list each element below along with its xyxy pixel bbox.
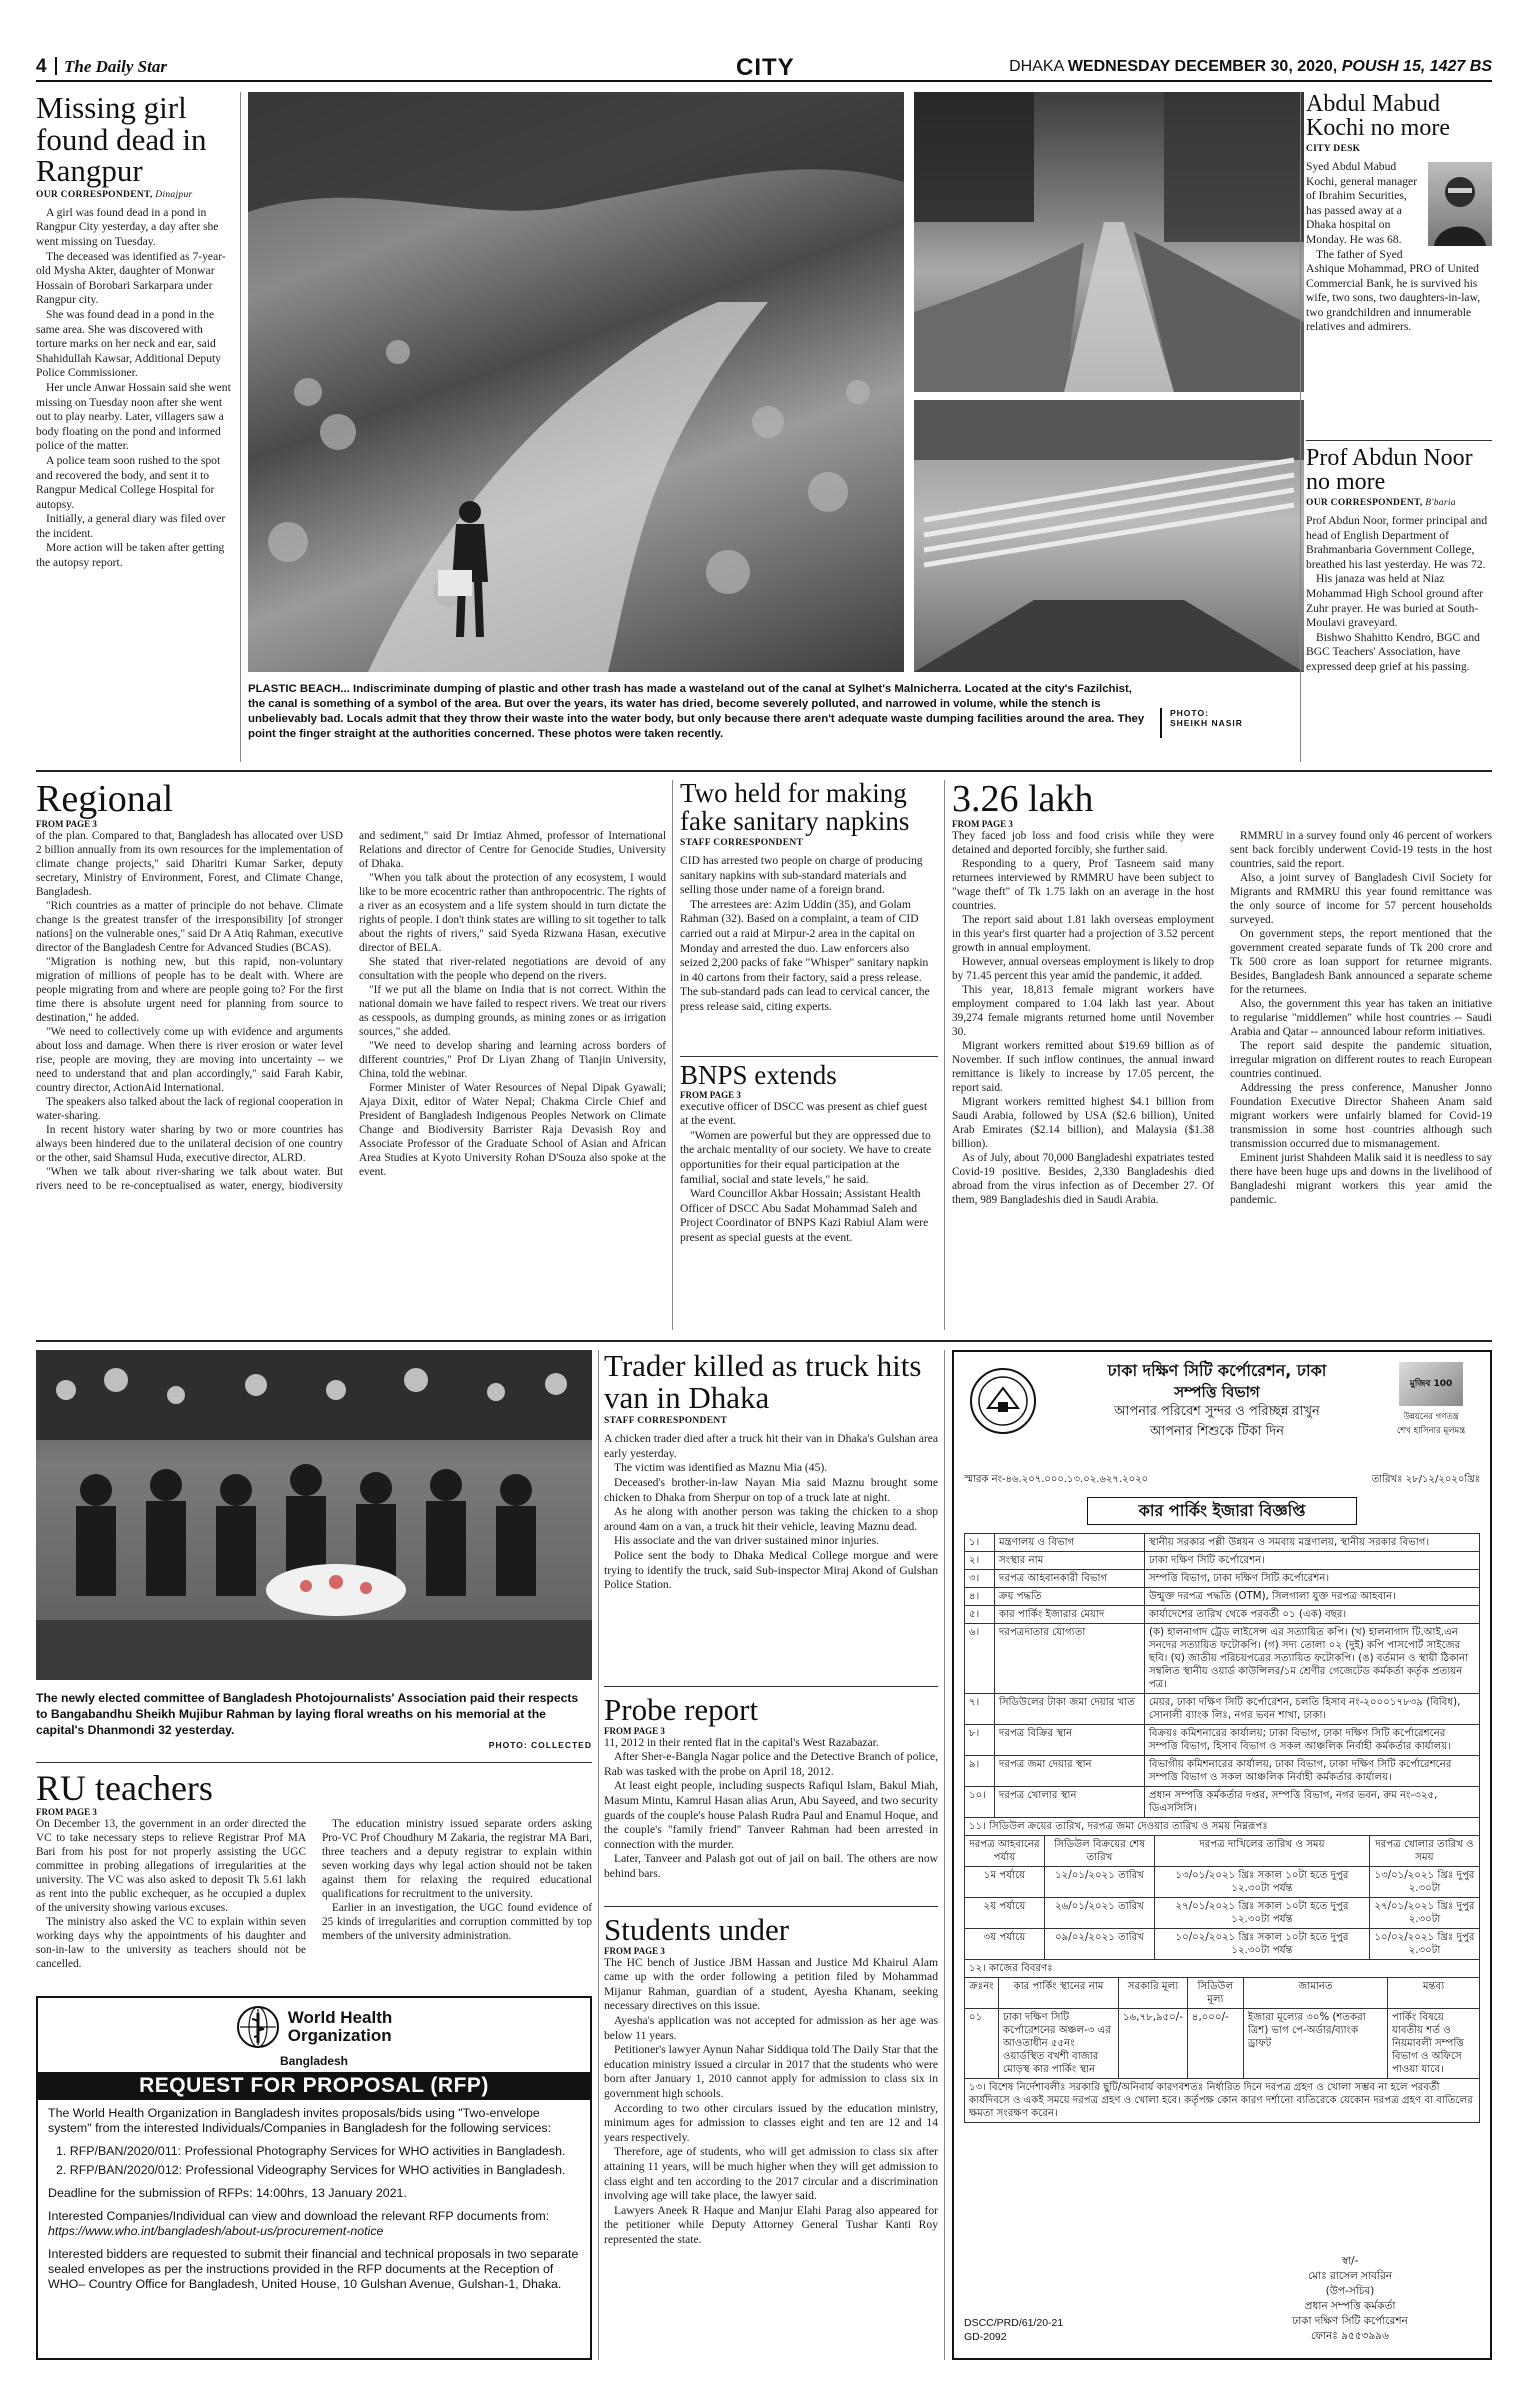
article-students-under (604, 1914, 938, 2360)
cell: ১ম পর্যায়ে (965, 1867, 1045, 1898)
cell-value: ঢাকা দক্ষিণ সিটি কর্পোরেশন। (1145, 1552, 1480, 1570)
section-rule (36, 1762, 592, 1763)
sign-name: মোঃ রাসেল সাবরিন (1307, 2270, 1393, 2282)
portrait-icon (1428, 162, 1492, 246)
who-emblem-icon (236, 2005, 280, 2049)
table-row (965, 1694, 1480, 1725)
cell-key: দরপত্র আহবানকারী বিভাগ (995, 1570, 1145, 1588)
cell-value: কার্যাদেশের তারিখ থেকে পরবর্তী ০১ (এক) বছর। (1145, 1606, 1480, 1624)
article-body (604, 1956, 938, 2248)
dateline (1009, 58, 1492, 76)
cell-no: ১০। (965, 1787, 995, 1818)
paragraph: Migrant workers remitted highest $4.1 billion from Saudi Arabia, followed by USA ($2.6 billion), United Arab Emirates ($2.14 billion), and Malaysia ($1.38 billion). (952, 1095, 1214, 1150)
paragraph: The report said despite the pandemic situation, irregular migration on different routes to reach European countries continued. (1230, 1039, 1492, 1080)
cell: ০৯/০২/২০২১ তারিখ (1045, 1929, 1155, 1960)
column-header: কার পার্কিং স্থানের নাম (999, 1978, 1119, 2009)
paragraph: Prof Abdun Noor, former principal and head of English Department of Brahmanbaria Government College, breathed his last yesterday. He was 72. (1306, 513, 1488, 571)
signature-block (1250, 2254, 1450, 2344)
cell-value: উন্মুক্ত দরপত্র পদ্ধতি (OTM), সিলগালা যুক্ত দরপত্র আহবান। (1145, 1588, 1480, 1606)
who-rfp-ad (36, 1996, 592, 2360)
paper-name: The Daily Star (64, 57, 167, 76)
paragraph: Also, the government this year has taken an initiative to regularise "middlemen" while host countries -- Saudi Arabia and Qatar -- announced labour reform initiatives. (1230, 997, 1492, 1038)
headline: 3.26 lakh (952, 780, 1094, 820)
cell: ২৭/০১/২০২১ খ্রিঃ দুপুর ২.৩০টা (1370, 1898, 1480, 1929)
paragraph: Later, Tanveer and Palash got out of jail on bail. The others are now behind bars. (604, 1852, 938, 1880)
table-row (965, 1534, 1480, 1552)
table-row (965, 1552, 1480, 1570)
cell: ১২/০১/২০২১ তারিখ (1045, 1867, 1155, 1898)
paragraph: Earlier in an investigation, the UGC found evidence of 25 kinds of irregularities and corruption committed by top members of the university administration. (322, 1901, 592, 1942)
paragraph: "When we talk about river-sharing we talk about water. But rivers need to be re-conceptualised as water, energy, biodiversity and sediment," said Dr Imtiaz Ahmed, professor of International Relations and director of Centre for Genocide Studies, University of Dhaka. (36, 829, 666, 1192)
article-napkins (680, 780, 938, 1050)
work-table (964, 1977, 1480, 2123)
dscc-header (964, 1360, 1480, 1470)
table-row (965, 1929, 1480, 1960)
table-header-row (965, 1978, 1480, 2009)
paragraph: Addressing the press conference, Manusher Jonno Foundation Executive Director Shaheen Anam said migrant workers were unfairly blamed for Covid-19 transmission in some host countries although such transmission occurred due to mismanagement. (1230, 1081, 1492, 1150)
paragraph: The victim was identified as Maznu Mia (45). (614, 1461, 828, 1475)
dscc-tender-notice (952, 1350, 1492, 2360)
byline: CITY DESK (1306, 143, 1361, 154)
cell-value: সম্পত্তি বিভাগ, ঢাকা দক্ষিণ সিটি কর্পোরেশন। (1145, 1570, 1480, 1588)
row-12: ১২। কাজের বিবরণঃ (965, 1960, 1480, 1978)
paragraph: On December 13, the government in an order directed the VC to take necessary steps to relieve Registrar Prof MA Bari from his post for not properly assisting the UGC committee in probing allegations of irregularities at the university. The VC was also asked to deposit Tk 5.61 lakh as rent into the public exchequer, as he occupied a duplex of the university showing various excuses. (36, 1817, 306, 1914)
article-body (604, 1432, 938, 1593)
rfp-closing: Interested bidders are requested to submit their financial and technical proposals in two separate sealed envelopes as per the instructions provided in the RFP documents at the Reception of WHO– Country Office for Bangladesh, United House, 10 Gulshan Avenue, Gulshan-1, Dhaka. (48, 2247, 579, 2291)
table-row (965, 1756, 1480, 1787)
cell-key: ক্রয় পদ্ধতি (995, 1588, 1145, 1606)
rfp-item: 1. RFP/BAN/2020/011: Professional Photography Services for WHO activities in Bangladesh. (56, 2144, 566, 2158)
column-header: সরকারি মূল্য (1119, 1978, 1188, 2009)
cell: ১০/০২/২০২১ খ্রিঃ দুপুর ২.৩০টা (1370, 1929, 1480, 1960)
row-13: ১৩। বিশেষ নির্দেশাবলীঃ সরকারি ছুটি/অনিবার্য কারণবশতঃ নির্ধারিত দিনে দরপত্র গ্রহণ ও খোলা সম্ভব না হলে পরবর্তী কার্যদিবসে ও একই সময়ে দরপত্র গ্রহণ ও খোলা হবে। কর্তৃপক্ষ কোন কারণ দর্শানো ব্যতিরেকে যেকোন দরপত্র গ্রহণ বা বাতিলের ক্ষমতা সংরক্ষণ করেন। (965, 2079, 1480, 2123)
headline: Two held for making fake sanitary napkins (680, 780, 910, 836)
who-header (38, 1998, 590, 2050)
cell-value: স্থানীয় সরকার পল্লী উন্নয়ন ও সমবায় মন্ত্রণালয়, স্থানীয় সরকার বিভাগ। (1145, 1534, 1480, 1552)
cell: পার্কিং বিষয়ে যাবতীয় শর্ত ও নিয়মাবলী সম্পত্তি বিভাগ ও অফিসে পাওয়া যাবে। (1388, 2009, 1480, 2079)
headline: BNPS extends (680, 1062, 837, 1090)
article-body (952, 829, 1492, 1309)
canal-illustration (914, 92, 1304, 392)
column-header: ক্রঃনং (965, 1978, 999, 2009)
paragraph: Bishwo Shahitto Kendro, BGC and BGC Teachers' Association, have expressed deep grief at his passing. (1306, 630, 1480, 673)
headline: Regional (36, 780, 174, 820)
paragraph: The father of Syed Ashique Mohammad, PRO of United Commercial Bank, he is survived his wife, two sons, two daughters-in-law, two grandchildren and innumerable relatives and admirers. (1306, 247, 1481, 334)
column-header: সিডিউল মূল্য (1187, 1978, 1243, 2009)
rfp-download: Interested Companies/Individual can view and download the relevant RFP documents from: (48, 2209, 550, 2223)
jump-from: FROM PAGE 3 (604, 1945, 665, 1956)
section-rule (680, 1056, 938, 1057)
paragraph: Ward Councillor Akbar Hossain; Assistant Health Officer of DSCC Abu Sadat Mohammad Saleh and Project Coordinator of BNPS Kazi Rabiul Alam were present as special guests at the event. (680, 1187, 929, 1244)
paragraph: She was found dead in a pond in the same area. She was discovered with torture marks on her neck and ear, said Shahidullah Kawsar, Additional Deputy Police Commissioner. (36, 307, 222, 380)
table-header-row (965, 1836, 1480, 1867)
mujib100-badge: মুজিব 100 (1399, 1362, 1463, 1406)
paragraph: However, annual overseas employment is likely to drop by 71.45 percent this year amid the pandemic, it added. (952, 955, 1214, 982)
caption-text: PLASTIC BEACH... Indiscriminate dumping of plastic and other trash has made a wasteland out of the canal at Sylhet's Malnicherra. Located at the city's Fazilchist, the canal is something of a symbol of the area. But over the years, its water has dried, become severely polluted, and narrowed in volume, while the stench is unbelievably bad. Locals admit that they throw their waste into the water body, but only because there aren't adequate waste dumping facilities around the area. They point the finger straight at the authorities concerned. These photos were taken recently. (248, 683, 1145, 740)
paragraph: Therefore, age of students, who will get admission to class six after attaining 11 years, will be much higher when they will get admission to class eight and ten according to the 2017 circular and a discrimination involving age will take place, the lawyer said. (604, 2145, 938, 2203)
headline: Probe report (604, 1694, 759, 1727)
article-body (680, 1100, 938, 1246)
article-regional (36, 780, 666, 1330)
cell: ঢাকা দক্ষিণ সিটি কর্পোরেশনের অঞ্চল-৩ এর আওতাধীন ৫৫নং ওয়ার্ডস্থিত বখশী বাজার মোড়স্থ কার পার্কিং স্থান (999, 2009, 1119, 2079)
dateline-city: DHAKA (1009, 58, 1064, 75)
cell-no: ৮। (965, 1725, 995, 1756)
paragraph: A police team soon rushed to the spot and recovered the body, and sent it to Rangpur Medical College Hospital for autopsy. (36, 453, 221, 511)
canal-illustration (248, 92, 904, 672)
paragraph: of the plan. Compared to that, Bangladesh has allocated over USD 2 billion annually from its own resources for the implementation of climate change projects," said Dharitri Kumar Sarker, deputy secretary, Ministry of Environment, Forest, and Climate Change, Bangladesh. (36, 829, 343, 898)
credit-name: SHEIKH NASIR (1170, 718, 1243, 728)
byline (36, 190, 234, 200)
section-rule (604, 1686, 938, 1687)
cell-key: মন্ত্রণালয় ও বিভাগ (995, 1534, 1145, 1552)
paragraph: As of July, about 70,000 Bangladeshi expatriates tested Covid-19 positive. Besides, 2,330 Bangladeshis died abroad from the virus infection as of December 27. Of them, 989 Bangladeshis died in Saudi Arabia. (952, 1151, 1214, 1206)
notice-table (964, 1533, 1480, 1836)
column-header: দরপত্র দাখিলের তারিখ ও সময় (1155, 1836, 1370, 1867)
paragraph: After Sher-e-Bangla Nagar police and the Detective Branch of police, Rab was tasked with the probe on April 18, 2012. (604, 1750, 938, 1778)
headline: Missing girl found dead in Rangpur (36, 92, 207, 189)
section-rule (1306, 440, 1492, 441)
paragraph: The ministry also asked the VC to explain within seven working days why the appointments of his daughter and son-in-law to the university as teachers should not be cancelled. (36, 1915, 306, 1970)
paragraph: The speakers also talked about the lack of regional cooperation in water-sharing. (36, 1095, 343, 1122)
cell-key: দরপত্রদাতার যোগ্যতা (995, 1624, 1145, 1694)
headline: RU teachers (36, 1770, 213, 1808)
headline: Prof Abdun Noor no more (1306, 446, 1473, 496)
notice-code2: GD-2092 (964, 2331, 1007, 2343)
paragraph: Petitioner's lawyer Aynun Nahar Siddiqua told The Daily Star that the education ministry issued a circular in 2017 that the students who were born after January 1, 2010 cannot apply for admission to class six in government high schools. (604, 2043, 938, 2100)
article-body (36, 206, 234, 571)
who-name-line1: World Health (287, 2008, 393, 2027)
table-row (965, 1606, 1480, 1624)
section-rule (604, 1906, 938, 1907)
rfp-banner: REQUEST FOR PROPOSAL (RFP) (38, 2072, 590, 2100)
dscc-title (1054, 1360, 1380, 1442)
photo-credit (1160, 708, 1296, 738)
mujib100-logo (1384, 1362, 1478, 1438)
cell-no: ৬। (965, 1624, 995, 1694)
table-row (965, 1867, 1480, 1898)
byline-name: OUR CORRESPONDENT, (36, 189, 153, 200)
paragraph: Migrant workers remitted about $19.69 billion as of November. If such inflow continues, the annual inward remittance is likely to increase by 17.05 percent, the report said. (952, 1039, 1214, 1094)
paragraph: RMMRU in a survey found only 46 percent of workers sent back forcibly underwent Covid-19 tests in the host countries, said the report. (1230, 829, 1492, 870)
bpja-credit: PHOTO: COLLECTED (488, 1740, 592, 1750)
cell-key: দরপত্র জমা দেয়ার স্থান (995, 1756, 1145, 1787)
paragraph: executive officer of DSCC was present as chief guest at the event. (680, 1099, 928, 1128)
sign-grade: (উপ-সচিব) (1325, 2285, 1375, 2297)
paragraph: A girl was found dead in a pond in Rangpur City yesterday, a day after she went missing on Tuesday. (36, 205, 219, 249)
memo-date: তারিখঃ ২৮/১২/২০২০খ্রিঃ (1371, 1474, 1480, 1485)
paragraph: "When you talk about the protection of any ecosystem, I would like to be more ecocentric rather than anthropocentric. The rights of a river as an ecosystem and a life system should in turn dictate the rights of people. I don't think states are willing to sit together to talk about the rights of rivers," said Syeda Rizwana Hasan, executive director of BELA. (359, 871, 666, 954)
cell-value: প্রধান সম্পত্তি কর্মকর্তার দপ্তর, সম্পত্তি বিভাগ, নগর ভবন, রুম নং-৩২৫, ডিএসসিসি। (1145, 1787, 1480, 1818)
cell: ০১ (965, 2009, 999, 2079)
section-rule (36, 1340, 1492, 1342)
paragraph: She stated that river-related negotiations are devoid of any consultation with the people who depend on the rivers. (359, 955, 666, 982)
paragraph: Her uncle Anwar Hossain said she went missing on Tuesday noon after she went out to play nearby. Later, villagers saw a body floating on the pond and informed police of the matter. (36, 380, 231, 453)
section-title: CITY (736, 54, 795, 80)
paragraph: His janaza was held at Niaz Mohammad High School ground after Zuhr prayer. He was buried at South-Moulavi graveyard. (1306, 572, 1484, 630)
credit-label: PHOTO: (1170, 708, 1209, 718)
paragraph: At least eight people, including suspects Rafiqul Islam, Bakul Miah, Masum Mintu, Kamrul Hasan alias Arun, Abu Sayeed, and two security guards of the couple's house Palash Rudra Paul and Enamul Hoque, and the couple's "family friend" Tanveer Rahman had been arrested in connection with the murder. (604, 1779, 938, 1851)
headline: Trader killed as truck hits van in Dhaka (604, 1350, 922, 1415)
cell: ৩য় পর্যায়ে (965, 1929, 1045, 1960)
article-probe-report (604, 1694, 938, 1898)
masthead-rule (36, 80, 1492, 82)
cell-key: দরপত্র বিক্রির স্থান (995, 1725, 1145, 1756)
cell: ১৩/০১/২০২১ খ্রিঃ দুপুর ২.৩০টা (1370, 1867, 1480, 1898)
who-name (288, 2009, 393, 2045)
notice-title: কার পার্কিং ইজারা বিজ্ঞপ্তি (1087, 1497, 1357, 1525)
article-body (36, 1817, 592, 1977)
cell-value: মেয়র, ঢাকা দক্ষিণ সিটি কর্পোরেশন, চলতি হিসাব নং-২০০০১৭৮৩৯ (বিবিধ), সোনালী ব্যাংক লিঃ, নগর ভবন শাখা, ঢাকা। (1145, 1694, 1480, 1725)
paragraph: In recent history water sharing by two or more countries has always been hindered due to the unilateral decision of one country or the other, said Shamsul Huda, executive director, ALRD. (36, 1123, 343, 1164)
bpja-photo (36, 1350, 592, 1680)
column-rule (672, 780, 673, 1330)
sign-label: স্বা/- (1341, 2255, 1359, 2267)
schedule-table (964, 1835, 1480, 1978)
page-number: 4 (36, 56, 47, 77)
paragraph: This year, 18,813 female migrant workers have employment compared to 1.04 lakh last year. About 39,274 female migrants returned home until November 30. (952, 983, 1214, 1038)
cell-key: দরপত্র খোলার স্থান (995, 1787, 1145, 1818)
cell: ৪,০০০/- (1187, 2009, 1243, 2079)
sign-phone: ফোনঃ ৯৫৫৩৯৯৬ (1311, 2330, 1389, 2342)
cell-no: ৩। (965, 1570, 995, 1588)
group-photo-illustration (36, 1350, 592, 1680)
paragraph: Eminent jurist Shahdeen Malik said it is needless to say there have been huge ups and downs in the livelihood of Bangladeshi migrant workers this year amid the pandemic. (1230, 1151, 1492, 1206)
cell: ১০/০২/২০২১ খ্রিঃ সকাল ১০টা হতে দুপুর ১২.৩০টা পর্যন্ত (1155, 1929, 1370, 1960)
paragraph: Lawyers Aneek R Haque and Manjur Elahi Parag also appeared for the petitioner while Deputy Attorney General Tushar Kanti Roy represented the state. (604, 2203, 938, 2246)
cell-value: বিভাগীয় কমিশনারের কার্যালয়, ঢাকা বিভাগ, ঢাকা দক্ষিণ সিটি কর্পোরেশনের সম্পত্তি বিভাগ ও সকল আঞ্চলিক নির্বাহী কর্মকর্তার কার্যালয়। (1145, 1756, 1480, 1787)
byline-location: Dinajpur (155, 189, 193, 200)
cell: ২য় পর্যায়ে (965, 1898, 1045, 1929)
cell-no: ২। (965, 1552, 995, 1570)
dscc-title-line2: সম্পত্তি বিভাগ (1174, 1383, 1260, 1401)
paragraph: More action will be taken after getting the autopsy report. (36, 541, 225, 570)
column-rule (944, 780, 945, 1330)
paragraph: Police sent the body to Dhaka Medical College morgue and were trying to identify the truck, said Sub-inspector Miraj Akond of Gulshan Police Station. (604, 1548, 938, 1592)
headline: Abdul Mabud Kochi no more (1306, 92, 1450, 142)
cell: ১৬,৭৮,৯৫০/- (1119, 2009, 1188, 2079)
paragraph: According to two other circulars issued by the education ministry, minimum ages for admission to classes eight and ten are 12 and 14 years respectively. (604, 2101, 938, 2144)
paragraph: Former Minister of Water Resources of Nepal Dipak Gyawali; Ajaya Dixit, editor of Water Nepal; Chakma Circle Chief and President of Bangladesh Indigenous Peoples Network on Climate Change and Biodiversity Barrister Raja Devasish Roy and Associate Professor of the Graduate School of Asian and African Area Studies at Kyoto University Rohan D'Souza also spoke at the event. (359, 1081, 666, 1178)
cell-key: সিডিউলের টাকা জমা দেয়ার খাত (995, 1694, 1145, 1725)
canal-photo-bottom-right (914, 400, 1304, 672)
cell-no: ৫। (965, 1606, 995, 1624)
column-rule (598, 1350, 599, 2360)
jump-from: FROM PAGE 3 (604, 1725, 665, 1736)
section-rule (36, 770, 1492, 772)
article-kochi (1306, 92, 1492, 432)
paragraph: Ayesha's application was not accepted for admission as her age was below 11 years. (604, 2013, 938, 2042)
article-body (680, 854, 938, 1015)
cell-key: সংস্থার নাম (995, 1552, 1145, 1570)
article-lakh (952, 780, 1492, 1330)
sign-title2: ঢাকা দক্ষিণ সিটি কর্পোরেশন (1292, 2315, 1408, 2327)
byline-name: OUR CORRESPONDENT, (1306, 497, 1423, 508)
paragraph: Syed Abdul Mabud Kochi, general manager of Ibrahim Securities, has passed away at a Dhaka hospital on Monday. He was 68. (1306, 159, 1418, 246)
paragraph: As he along with another person was taking the chicken to a shop around 4am on a van, a truck hit their vehicle, leaving Maznu dead. (604, 1505, 938, 1533)
table-row (965, 1725, 1480, 1756)
jump-from: FROM PAGE 3 (952, 818, 1013, 829)
notice-codes (964, 2316, 1063, 2344)
column-rule (944, 1350, 945, 2360)
column-rule (240, 92, 241, 762)
article-body (1306, 514, 1492, 675)
paragraph: The report said about 1.81 lakh overseas employment in this year's first quarter had a projection of 3.52 percent growth in annual employment. (952, 913, 1214, 954)
article-trader-killed (604, 1350, 938, 1678)
cell-value: বিক্রয়ঃ কমিশনারের কার্যালয়; ঢাকা বিভাগ, ঢাকা দক্ষিণ সিটি কর্পোরেশনের সম্পত্তি বিভাগ, হিসাব বিভাগ ও সকল আঞ্চলিক নির্বাহী কর্মকর্তার কার্যালয়। (1145, 1725, 1480, 1756)
paragraph: A chicken trader died after a truck hit their van in Dhaka's Gulshan area early yesterday. (604, 1432, 938, 1460)
paragraph: On government steps, the report mentioned that the government created separate funds of Tk 200 crore and Tk 500 crore as loan support for returnee migrants. Besides, Bangladesh Bank announced a separate scheme for the returnees. (1230, 927, 1492, 996)
paragraph: Deceased's brother-in-law Nayan Mia said Maznu brought some chicken to Dhaka from Sherpur on top of a truck late at night. (604, 1476, 938, 1504)
jump-from: FROM PAGE 3 (36, 1806, 97, 1817)
notice-code1: DSCC/PRD/61/20-21 (964, 2317, 1064, 2329)
paragraph: Initially, a general diary was filed over the incident. (36, 512, 226, 540)
column-header: দরপত্র খোলার তারিখ ও সময় (1370, 1836, 1480, 1867)
paragraph: Responding to a query, Prof Tasneem said many returnees interviewed by RMMRU have been subject to "wage theft" of Tk 1.75 lakh on an average in the host countries. (952, 857, 1214, 912)
cell: ইজারা মূল্যের ৩০% (শতকরা ত্রিশ) ভাগ পে-অর্ডার/ব্যাংক ড্রাফট (1243, 2009, 1387, 2079)
paragraph: His associate and the van driver sustained minor injuries. (614, 1534, 879, 1548)
paragraph: "We need to collectively come up with evidence and arguments about loss and damage. When there is river erosion or water level rise, people are moving, they are moving into uncertainty -- we need to understand that and plan accordingly," said Farah Kabir, country director, ActionAid International. (36, 1025, 343, 1094)
article-body (36, 829, 666, 1309)
rfp-url[interactable]: https://www.who.int/bangladesh/about-us/procurement-notice (48, 2224, 384, 2238)
dscc-emblem-icon (968, 1366, 1038, 1436)
sign-title1: প্রধান সম্পত্তি কর্মকর্তা (1304, 2300, 1396, 2312)
article-noor (1306, 446, 1492, 762)
photo-caption (248, 682, 1148, 762)
column-rule (1300, 92, 1301, 762)
article-body (604, 1736, 938, 1882)
headline: Students under (604, 1914, 790, 1947)
table-row (965, 1787, 1480, 1818)
table-row (965, 1588, 1480, 1606)
cell-no: ৯। (965, 1756, 995, 1787)
dateline-date: WEDNESDAY DECEMBER 30, 2020, (1067, 58, 1338, 75)
cell-no: ৭। (965, 1694, 995, 1725)
rfp-intro: The World Health Organization in Bangladesh invites proposals/bids using "Two-envelope system" from the interested Individuals/Companies in Bangladesh for the following services: (48, 2106, 552, 2135)
byline: STAFF CORRESPONDENT (680, 838, 804, 849)
cell-value: (ক) হালনাগাদ ট্রেড লাইসেন্স এর সত্যায়িত কপি। (খ) হালনাগাদ টি.আই.এন সনদের সত্যায়িত ফটোকপি। (গ) সদ্য তোলা ০২ (দুই) কপি পাসপোর্ট সাইজের ছবি। (ঘ) জাতীয় পরিচয়পত্রের সত্যায়িত ফটোকপি। (ঙ) বর্তমান ও স্থায়ী ঠিকানা সম্বলিত স্থানীয় ওয়ার্ড কাউন্সিলর/১ম শ্রেণীর গেজেটেড কর্মকর্তা কর্তৃক প্রত্যয়ন পত্র। (1145, 1624, 1480, 1694)
paragraph: The arrestees are: Azim Uddin (35), and Golam Rahman (32). Based on a complaint, a team of CID carried out a raid at Mirpur-2 area in the capital on Monday and arrested the duo. Law enforcers also seized 2,200 packs of fake "Whisper" sanitary napkin in 40 cartons from their factory, said a press release. The sub-standard pads can lead to cervical cancer, the press release said, citing experts. (680, 897, 930, 1013)
byline: STAFF CORRESPONDENT (604, 1416, 728, 1427)
article-bnps (680, 1062, 938, 1330)
who-country: Bangladesh (279, 2054, 348, 2068)
dscc-slogan1: আপনার পরিবেশ সুন্দর ও পরিচ্ছন্ন রাখুন (1114, 1404, 1320, 1419)
paragraph: The education ministry issued separate orders asking Pro-VC Prof Choudhury M Zakaria, the registrar MA Bari, three teachers and a deputy registrar to explain within seven working days why legal action should not be taken against them for relaxing the required educational qualifications for recruitment to the university. (322, 1817, 592, 1900)
who-name-line2: Organization (287, 2026, 392, 2045)
caption-text: The newly elected committee of Bangladesh Photojournalists' Association paid their respects to Bangabandhu Sheikh Mujibur Rahman by laying floral wreaths on his memorial at the capital's Dhanmondi 32 yesterday. (36, 1691, 579, 1737)
mujib100-caption1: উন্নয়নের গণতন্ত্র (1403, 1412, 1459, 1422)
rfp-item: 2. RFP/BAN/2020/012: Professional Videography Services for WHO activities in Bangladesh. (56, 2163, 566, 2177)
memo-line (964, 1472, 1480, 1489)
paragraph: Also, a joint survey of Bangladesh Civil Society for Migrants and RMMRU this year found remittance was the only source of income for 57 percent households surveyed. (1230, 871, 1492, 926)
paragraph: They faced job loss and food crisis while they were detained and deported forcibly, she further said. (952, 829, 1214, 856)
portrait (1428, 162, 1492, 246)
paragraph: "Migration is nothing new, but this rapid, non-voluntary migration of millions of people has to be dealt with. Where are people migrating from and where are people going to? For the first time there is absolute urgent need for planning from source to destination," he added. (36, 955, 343, 1024)
cell: ১৩/০১/২০২১ খ্রিঃ সকাল ১০টা হতে দুপুর ১২.৩০টা পর্যন্ত (1155, 1867, 1370, 1898)
table-row (965, 1818, 1480, 1836)
cell: ২৭/০১/২০২১ খ্রিঃ সকাল ১০টা হতে দুপুর ১২.৩০টা পর্যন্ত (1155, 1898, 1370, 1929)
paragraph: "If we put all the blame on India that is not correct. Within the national domain we have failed to respect rivers. We treat our rivers as cesspools, as dumping grounds, as mining zones or as irrigation sources," she added. (359, 983, 666, 1038)
article-missing-girl (36, 92, 234, 762)
cell: ২৬/০১/২০২১ তারিখ (1045, 1898, 1155, 1929)
cell-no: ৪। (965, 1588, 995, 1606)
jump-from: FROM PAGE 3 (36, 818, 97, 829)
byline-location: B'baria (1425, 497, 1456, 508)
canal-illustration (914, 400, 1304, 672)
column-header: মন্তব্য (1388, 1978, 1480, 2009)
column-header: দরপত্র আহবানের পর্যায় (965, 1836, 1045, 1867)
table-row (965, 1570, 1480, 1588)
masthead (36, 54, 1492, 80)
table-row (965, 1898, 1480, 1929)
paragraph: CID has arrested two people on charge of producing sanitary napkins with sub-standard materials and selling those under name of a foreign brand. (680, 854, 923, 897)
rfp-body (38, 2100, 590, 2298)
rfp-deadline: Deadline for the submission of RFPs: 14:00hrs, 13 January 2021. (48, 2186, 407, 2200)
table-row (965, 2009, 1480, 2079)
jump-from: FROM PAGE 3 (680, 1089, 741, 1100)
paragraph: The deceased was identified as 7-year-old Mysha Akter, daughter of Monwar Hossain of Borobari Sarkarpara under Rangpur city. (36, 249, 226, 307)
table-row (965, 1960, 1480, 1978)
dscc-title-line1: ঢাকা দক্ষিণ সিটি কর্পোরেশন, ঢাকা (1107, 1361, 1327, 1380)
memo-number: স্মারক নং-৪৬.২০৭.০০০.১৩.০২.৬২৭.২০২০ (964, 1474, 1149, 1485)
paragraph: The HC bench of Justice JBM Hassan and Justice Md Khairul Alam came up with the order following a petition filed by Mohammad Mijanur Rahman, guardian of a student, Ayesha Khanam, seeking necessary directives on this issue. (604, 1955, 938, 2013)
row-11: ১১। সিডিউল ক্রয়ের তারিখ, দরপত্র জমা দেওয়ার তারিখ ও সময় নিম্নরূপঃ (965, 1818, 1480, 1836)
byline (1306, 498, 1492, 508)
dscc-slogan2: আপনার শিশুকে টিকা দিন (1150, 1424, 1284, 1439)
masthead-divider-left (55, 57, 57, 75)
cell-key: কার পার্কিং ইজারার মেয়াদ (995, 1606, 1145, 1624)
column-header: জামানত (1243, 1978, 1387, 2009)
table-row (965, 2079, 1480, 2123)
paragraph: "Rich countries as a matter of principle do not behave. Climate change is the greatest transfer of the irresponsibility [of stronger nations] on the vulnerable ones," said Dr A Atiq Rahman, executive director of the Bangladesh Centre for Advanced Studies (BCAS). (36, 899, 343, 954)
paragraph: 11, 2012 in their rented flat in the capital's West Razabazar. (604, 1735, 879, 1749)
paragraph: "We need to develop sharing and learning across borders of different countries," Prof Dr Liyan Zhang of Tianjin University, China, told the webinar. (359, 1039, 666, 1080)
article-ru-teachers (36, 1770, 592, 1986)
mujib100-caption2: শেখ হাসিনার মূলমন্ত্র (1396, 1426, 1466, 1436)
dateline-bangla-date: POUSH 15, 1427 BS (1341, 58, 1492, 75)
paragraph: "Women are powerful but they are oppressed due to the archaic mentality of our society. We have to create opportunities for their equal participation at the familial, social and state levels," he said. (680, 1128, 932, 1186)
cell-no: ১। (965, 1534, 995, 1552)
table-row (965, 1624, 1480, 1694)
column-header: সিডিউল বিক্রয়ের শেষ তারিখ (1045, 1836, 1155, 1867)
canal-photo-top-right (914, 92, 1304, 392)
canal-photo-main (248, 92, 904, 672)
